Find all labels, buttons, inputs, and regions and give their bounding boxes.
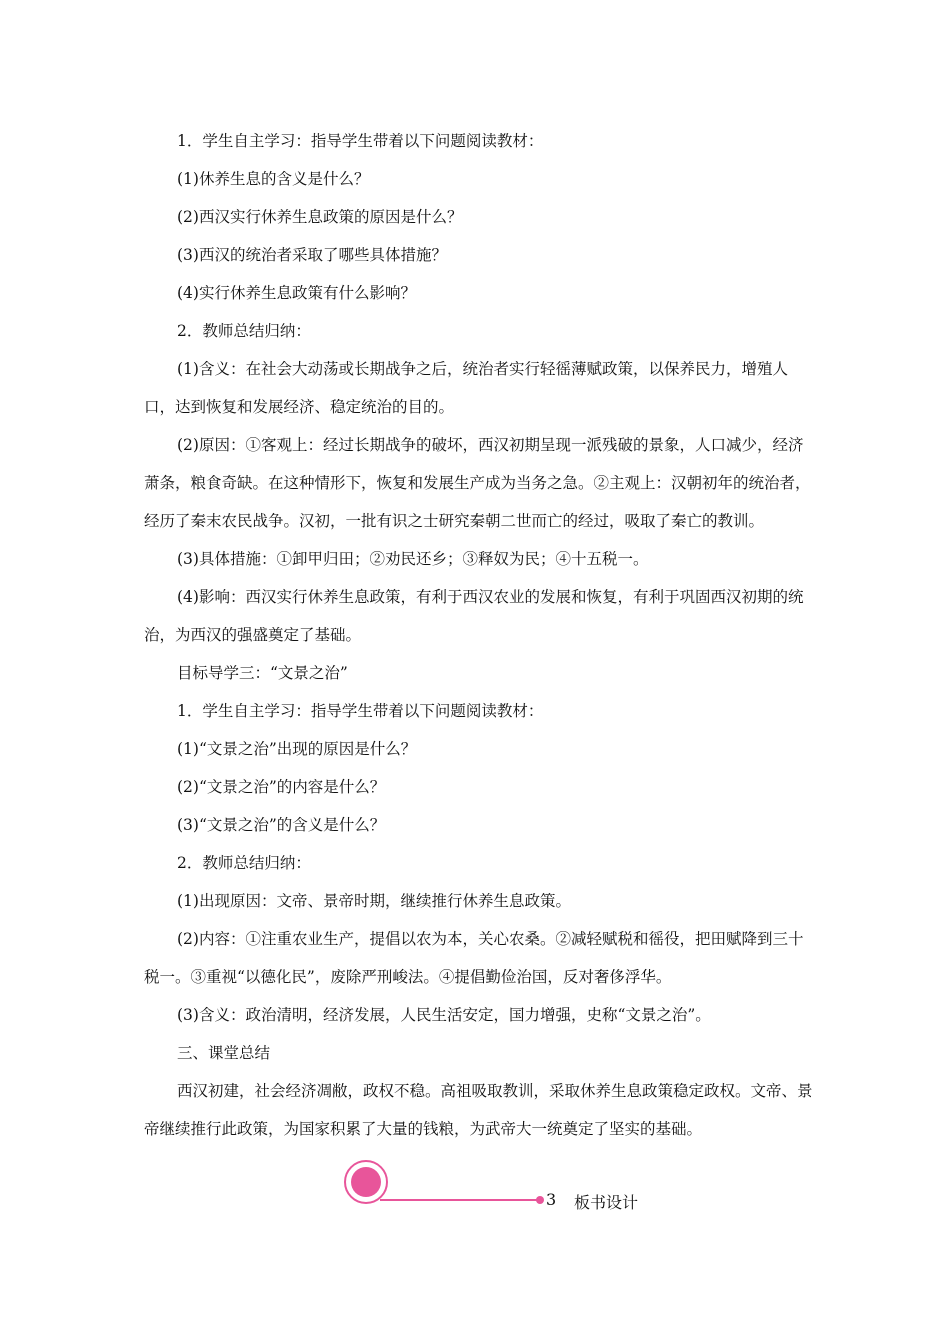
paragraph: (4)影响：西汉实行休养生息政策，有利于西汉农业的发展和恢复，有利于巩固西汉初期的统治，为西汉的强盛奠定了基础。 — [144, 588, 804, 644]
paragraph: 2．教师总结归纳： — [177, 854, 311, 872]
paragraph: (2)“文景之治”的内容是什么？ — [177, 778, 386, 796]
paragraph: (4)实行休养生息政策有什么影响？ — [177, 284, 416, 302]
section-title: 板书设计 — [574, 1193, 639, 1212]
paragraph: (3)“文景之治”的含义是什么？ — [177, 816, 386, 834]
paragraph: (2)西汉实行休养生息政策的原因是什么？ — [177, 208, 463, 226]
paragraph: (1)含义：在社会大动荡或长期战争之后，统治者实行轻徭薄赋政策，以保养民力，增殖人口，达到恢复和发展经济、稳定统治的目的。 — [144, 360, 788, 416]
header-rule — [380, 1199, 538, 1201]
paragraph: 1．学生自主学习：指导学生带着以下问题阅读教材： — [177, 702, 544, 720]
paragraph: 2．教师总结归纳： — [177, 322, 311, 340]
paragraph: (1)“文景之治”出现的原因是什么？ — [177, 740, 417, 758]
subsection-heading: 三、课堂总结 — [177, 1044, 271, 1062]
dot-icon — [536, 1196, 544, 1204]
paragraph: (3)西汉的统治者采取了哪些具体措施？ — [177, 246, 447, 264]
section-header — [344, 1160, 764, 1230]
paragraph: (3)具体措施：①卸甲归田；②劝民还乡；③释奴为民；④十五税一。 — [177, 550, 649, 568]
circle-bullet-fill — [351, 1167, 381, 1197]
circle-bullet-icon — [344, 1160, 388, 1204]
paragraph: 西汉初建，社会经济凋敝，政权不稳。高祖吸取教训，采取休养生息政策稳定政权。文帝、景帝继续推行此政策，为国家积累了大量的钱粮，为武帝大一统奠定了坚实的基础。 — [144, 1082, 813, 1138]
document-body — [144, 122, 816, 1148]
paragraph: (1)休养生息的含义是什么？ — [177, 170, 370, 188]
paragraph: (3)含义：政治清明，经济发展，人民生活安定，国力增强，史称“文景之治”。 — [177, 1006, 711, 1024]
paragraph: (2)内容：①注重农业生产，提倡以农为本，关心农桑。②减轻赋税和徭役，把田赋降到三十税一。③重视“以德化民”，废除严刑峻法。④提倡勤俭治国，反对奢侈浮华。 — [144, 930, 804, 986]
paragraph: 1．学生自主学习：指导学生带着以下问题阅读教材： — [177, 132, 544, 150]
subsection-heading: 目标导学三：“文景之治” — [177, 664, 348, 682]
paragraph: (2)原因：①客观上：经过长期战争的破坏，西汉初期呈现一派残破的景象，人口减少，经济萧条，粮食奇缺。在这种情形下，恢复和发展生产成为当务之急。②主观上：汉朝初年的统治者，经历了秦末农民战争。汉初，一批有识之士研究秦朝二世而亡的经过，吸取了秦亡的教训。 — [144, 436, 811, 530]
section-number: 3 — [546, 1190, 557, 1209]
paragraph: (1)出现原因：文帝、景帝时期，继续推行休养生息政策。 — [177, 892, 571, 910]
